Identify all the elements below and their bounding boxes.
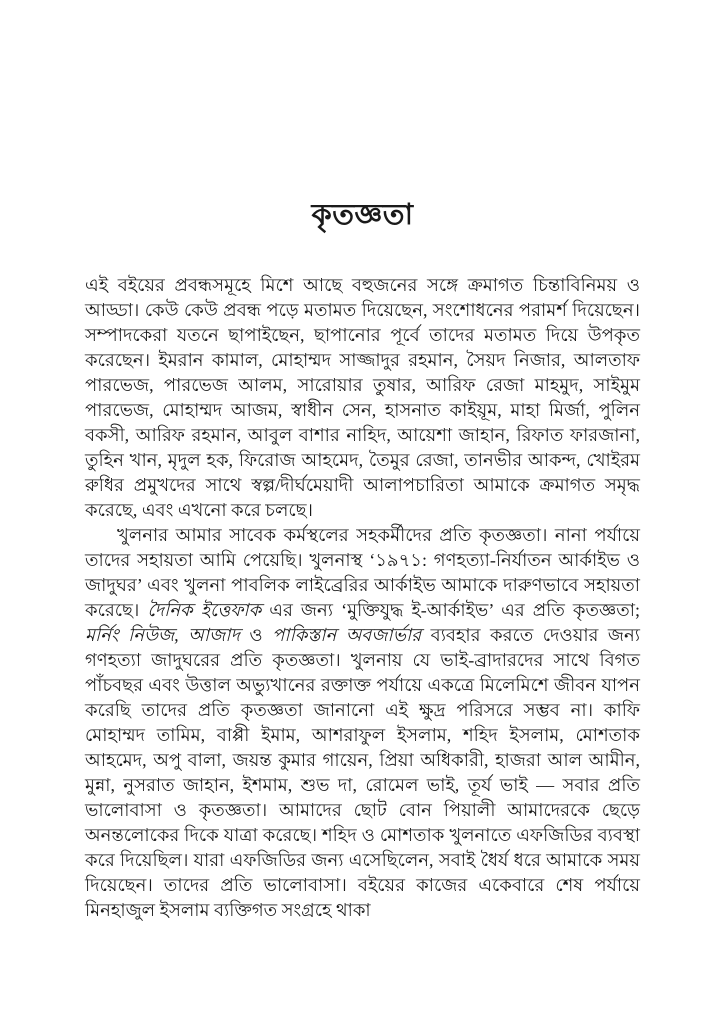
text-run: ও (239, 624, 273, 645)
text-run: ব্যবহার করতে দেওয়ার জন্য গণহত্যা জাদুঘরের প্রতি কৃতজ্ঞতা। খুলনায় যে ভাই-ব্রাদারদের সাথে বিগত পাঁচবছর এবং উত্তাল অভ্যুখানের রক্তাক্ত পর্যায়ে একত্রে মিলেমিশে জীবন যাপন করেছি তাদের প্রতি কৃতজ্ঞতা জানানো এই ক্ষুদ্র পরিসরে সম্ভব না। কাফি মোহাম্মদ তামিম, বাপ্পী ইমাম, আশরাফুল ইসলাম, শহিদ ইসলাম, মোশতাক আহমেদ, অপু বালা, জয়ন্ত কুমার গায়েন, প্রিয়া অধিকারী, হাজরা আল আমীন, মুন্না, নুসরাত জাহান, ইশমাম, শুভ দা, রোমেল ভাই, তূর্য ভাই — সবার প্রতি ভালোবাসা ও কৃতজ্ঞতা। আমাদের ছোট বোন পিয়ালী আমাদেরকে ছেড়ে অনন্তলোকের দিকে যাত্রা করেছে। শহিদ ও মোশতাক খুলনাতে এফজিডির ব্যবস্থা করে দিয়েছিল। যারা এফজিডির জন্য এসেছিলেন, সবাই ধৈর্য ধরে আমাকে সময় দিয়েছেন। তাদের প্রতি ভালোবাসা। বইয়ের কাজের একেবারে শেষ পর্যায়ে মিনহাজুল ইসলাম ব্যক্তিগত সংগ্রহে থাকা (85, 624, 640, 920)
paragraph (85, 523, 640, 923)
text-run: এই বইয়ের প্রবন্ধসমূহে মিশে আছে বহুজনের সঙ্গে ক্রমাগত চিন্তাবিনিময় ও আড্ডা। কেউ কেউ প্রবন্ধ পড়ে মতামত দিয়েছেন, সংশোধনের পরামর্শ দিয়েছেন। সম্পাদকেরা যতনে ছাপাইছেন, ছাপানোর পূর্বে তাদের মতামত দিয়ে উপকৃত করেছেন। ইমরান কামাল, মোহাম্মদ সাজ্জাদুর রহমান, সৈয়দ নিজার, আলতাফ পারভেজ, পারভেজ আলম, সারোয়ার তুষার, আরিফ রেজা মাহমুদ, সাইমুম পারভেজ, মোহাম্মদ আজম, স্বাধীন সেন, হাসনাত কাইয়ূম, মাহা মির্জা, পুলিন বকসী, আরিফ রহমান, আবুল বাশার নাহিদ, আয়েশা জাহান, রিফাত ফারজানা, তুহিন খান, মৃদুল হক, ফিরোজ আহমেদ, তৈমুর রেজা, তানভীর আকন্দ, খোইরম রুধির প্রমুখদের সাথে স্বল্প/দীর্ঘমেয়াদী আলাপচারিতা আমাকে ক্রমাগত সমৃদ্ধ করেছে, এবং এখনো করে চলছে। (85, 274, 640, 520)
paragraph (85, 273, 640, 523)
text-run: খুলনার আমার সাবেক কর্মস্থলের সহকর্মীদের প্রতি কৃতজ্ঞতা। নানা পর্যায়ে তাদের সহায়তা আমি পেয়েছি। খুলনাস্থ ‘১৯৭১: গণহত্যা-নির্যাতন আর্কাইভ ও জাদুঘর’ এবং খুলনা পাবলিক লাইব্রেরির আর্কাইভ আমাকে দারুণভাবে সহায়তা করেছে। (85, 524, 640, 620)
page-body (85, 273, 640, 923)
page-title: কৃতজ্ঞতা (311, 199, 414, 231)
publication-name-italic: মর্নিং নিউজ, আজাদ (85, 624, 240, 645)
publication-name-italic: দৈনিক ইত্তেফাক (147, 599, 262, 620)
text-run: এর জন্য ‘মুক্তিযুদ্ধ ই-আর্কাইভ’ এর প্রতি কৃতজ্ঞতা; (261, 599, 640, 620)
publication-name-italic: পাকিস্তান অবজার্ভার (272, 624, 422, 645)
